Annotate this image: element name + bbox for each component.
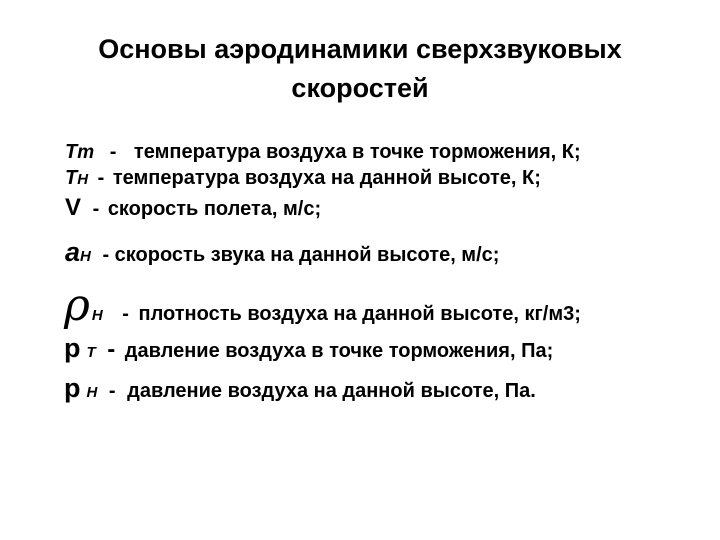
definition-text: скорость полета, м/с; [107, 198, 322, 220]
definition-text: давление воздуха на данной высоте, Па. [127, 380, 536, 402]
definition-row-v [65, 196, 321, 221]
symbol: V [65, 194, 82, 221]
definition-row-pt [64, 333, 554, 365]
symbol: T [65, 141, 78, 163]
definition-row-ah [65, 237, 500, 269]
dash: - [108, 380, 116, 402]
subscript: Н [91, 307, 103, 324]
symbol: p [64, 333, 81, 363]
slide-title [0, 30, 720, 108]
definition-row-ph [64, 373, 536, 405]
symbol: p [64, 373, 81, 403]
subscript: т [77, 142, 95, 163]
definition-text: температура воздуха на данной высоте, К; [112, 167, 541, 189]
definition-text: плотность воздуха на данной высоте, кг/м3; [138, 303, 581, 325]
dash: - [97, 167, 105, 189]
definition-row-tt [65, 140, 581, 165]
symbol: T [65, 167, 78, 189]
subscript: Н [77, 171, 89, 188]
title-line-1: Основы аэродинамики сверхзвуковых [98, 34, 622, 64]
symbol: a [65, 237, 81, 267]
dash: - [102, 244, 110, 266]
definition-text: скорость звука на данной высоте, м/с; [114, 244, 500, 266]
subscript: Т [86, 344, 96, 361]
definition-text: давление воздуха в точке торможения, Па; [124, 340, 554, 362]
rho-symbol: ρ [64, 280, 90, 331]
definition-text: температура воздуха в точке торможения, К; [133, 141, 581, 163]
dash: - [92, 198, 100, 220]
definition-row-rho [64, 280, 581, 331]
dash: - [109, 141, 117, 163]
title-line-2: скоростей [291, 73, 429, 103]
definition-row-th [65, 166, 541, 192]
subscript: Н [86, 384, 98, 401]
subscript: Н [80, 248, 91, 265]
dash: - [122, 303, 129, 325]
dash: - [107, 336, 116, 363]
